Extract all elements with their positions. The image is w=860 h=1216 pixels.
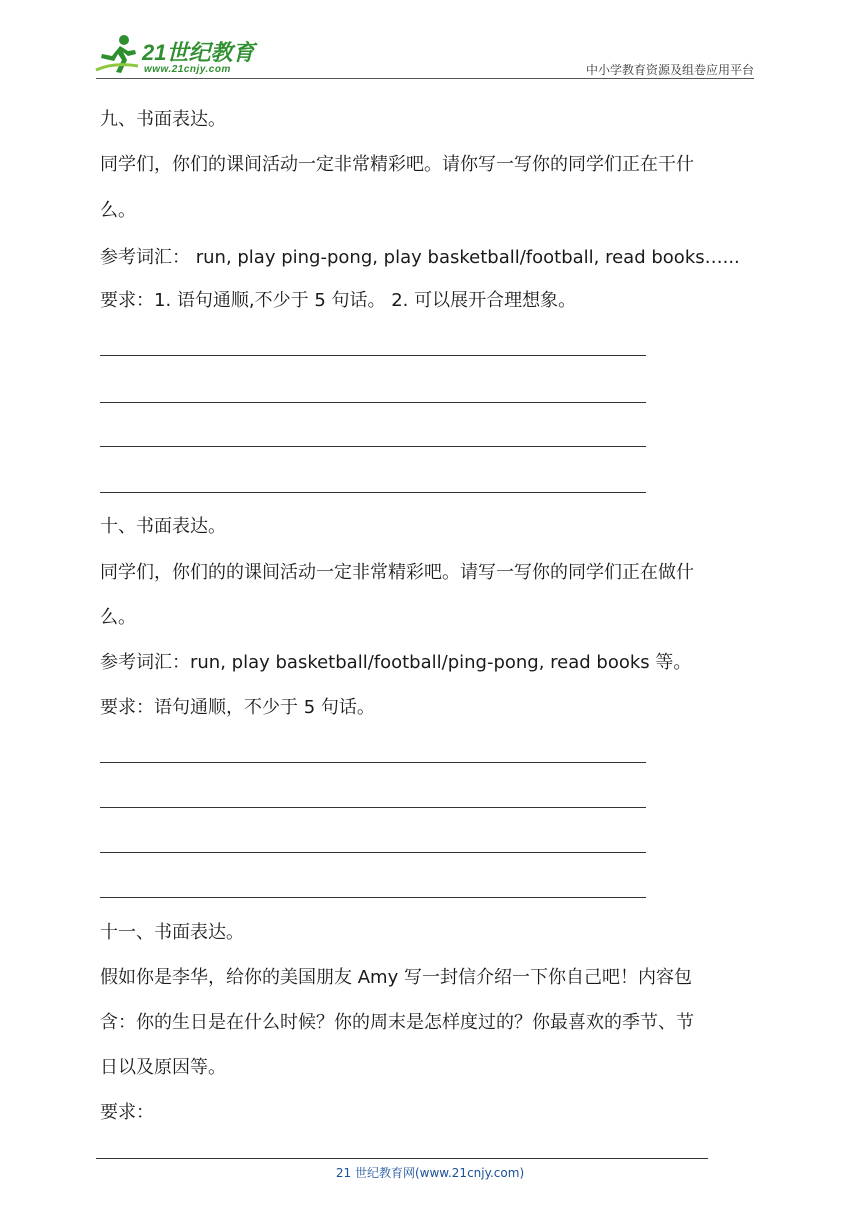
- question-text: 么。: [100, 200, 136, 221]
- section-heading: 九、书面表达。: [100, 109, 226, 130]
- answer-line[interactable]: [100, 762, 646, 763]
- answer-line[interactable]: [100, 807, 646, 808]
- page-footer[interactable]: 21 世纪教育网(www.21cnjy.com): [335, 1166, 525, 1180]
- logo-url: www.21cnjy.com: [144, 64, 231, 75]
- header-divider: [96, 78, 754, 79]
- vocabulary-hint: 参考词汇： run, play ping-pong, play basketball/football, read books…...: [100, 247, 740, 268]
- answer-line[interactable]: [100, 852, 646, 853]
- question-text: 日以及原因等。: [100, 1057, 226, 1078]
- answer-line[interactable]: [100, 355, 646, 356]
- logo-title: 21世纪教育: [142, 40, 255, 65]
- answer-line[interactable]: [100, 446, 646, 447]
- question-text: 同学们，你们的的课间活动一定非常精彩吧。请写一写你的同学们正在做什: [100, 562, 694, 583]
- question-text: 么。: [100, 607, 136, 628]
- answer-line[interactable]: [100, 492, 646, 493]
- requirement-text: 要求：1. 语句通顺,不少于 5 句话。 2. 可以展开合理想象。: [100, 290, 577, 311]
- question-text: 含：你的生日是在什么时候？你的周末是怎样度过的？你最喜欢的季节、节: [100, 1012, 694, 1033]
- vocabulary-hint: 参考词汇：run, play basketball/football/ping-pong, read books 等。: [100, 652, 692, 673]
- question-text: 同学们，你们的课间活动一定非常精彩吧。请你写一写你的同学们正在干什: [100, 154, 694, 175]
- footer-divider: [96, 1158, 708, 1159]
- question-text: 假如你是李华，给你的美国朋友 Amy 写一封信介绍一下你自己吧！内容包: [100, 967, 692, 988]
- requirement-text: 要求：: [100, 1102, 154, 1123]
- platform-name: 中小学教育资源及组卷应用平台: [585, 63, 754, 77]
- requirement-text: 要求：语句通顺，不少于 5 句话。: [100, 697, 375, 718]
- section-heading: 十、书面表达。: [100, 516, 226, 537]
- site-logo: [94, 34, 264, 80]
- answer-line[interactable]: [100, 402, 646, 403]
- section-heading: 十一、书面表达。: [100, 922, 244, 943]
- runner-logo-icon: [94, 34, 140, 76]
- answer-line[interactable]: [100, 897, 646, 898]
- page-header: [0, 0, 860, 80]
